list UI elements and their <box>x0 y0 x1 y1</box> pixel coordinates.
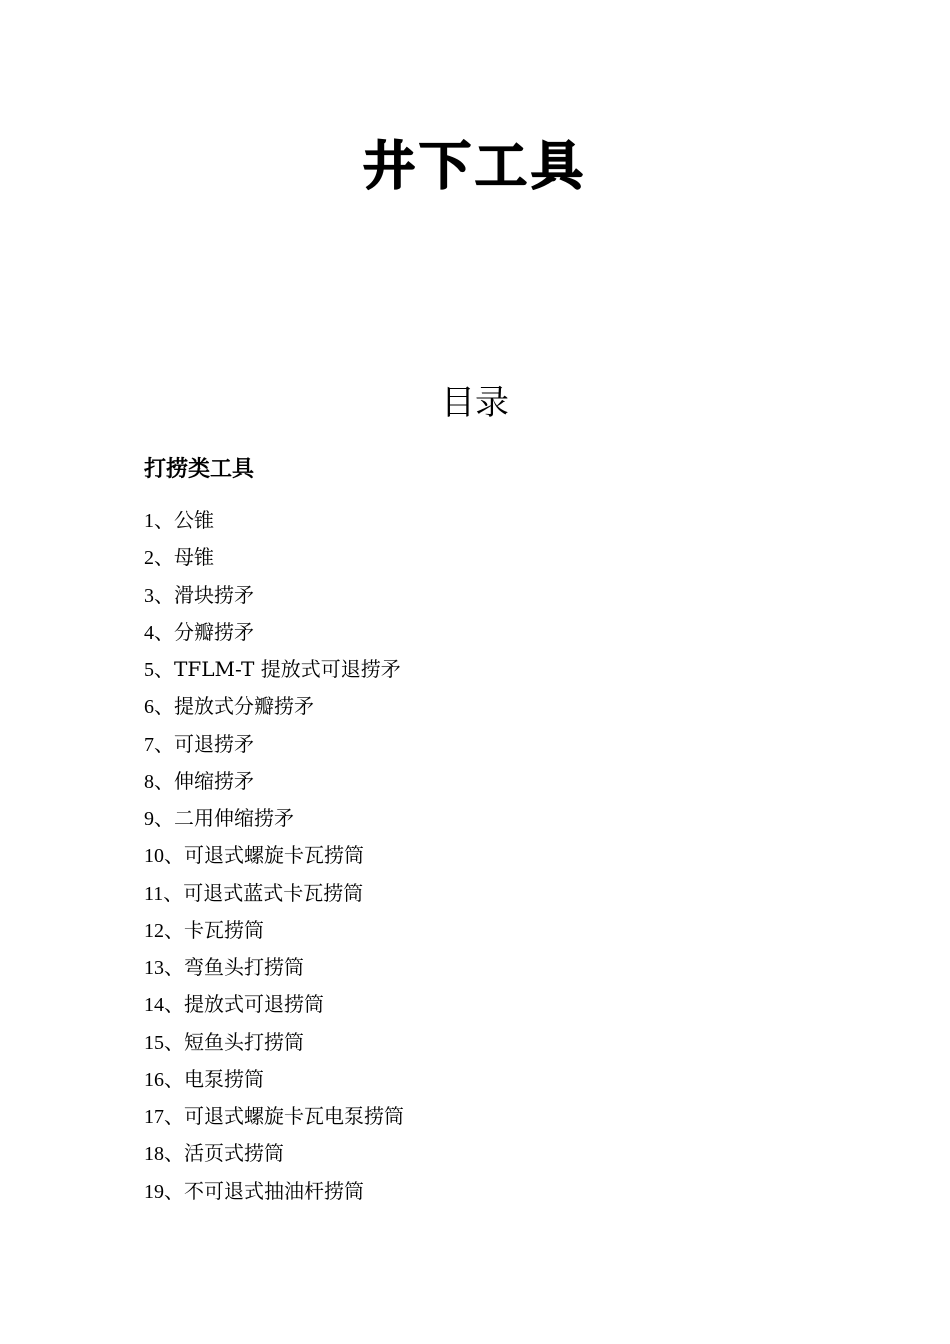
toc-item-number: 16 <box>144 1068 164 1091</box>
toc-item-number: 6 <box>144 696 154 719</box>
toc-item-number: 10 <box>144 845 164 868</box>
toc-item-number: 18 <box>144 1143 164 1166</box>
toc-item-separator: 、 <box>164 992 184 1017</box>
toc-item-separator: 、 <box>164 955 184 979</box>
toc-item-label: TFLM-T 提放式可退捞矛 <box>174 657 401 681</box>
toc-item-label: 可退式螺旋卡瓦捞筒 <box>184 843 364 868</box>
toc-item[interactable] <box>144 803 404 840</box>
toc-item-separator: 、 <box>163 880 184 905</box>
document-title: 井下工具 <box>362 137 587 197</box>
toc-item-separator: 、 <box>164 1029 184 1054</box>
toc-item-label: 可退式蓝式卡瓦捞筒 <box>183 880 364 905</box>
toc-item[interactable] <box>144 580 404 617</box>
toc-item[interactable] <box>144 1101 404 1138</box>
toc-item-label: 可退捞矛 <box>174 731 254 756</box>
toc-item-separator: 、 <box>164 843 184 868</box>
toc-item-separator: 、 <box>154 619 174 644</box>
toc-item[interactable] <box>144 1176 404 1213</box>
toc-item-separator: 、 <box>154 508 174 532</box>
toc-item[interactable] <box>144 654 404 691</box>
toc-item-number: 2 <box>144 547 154 570</box>
toc-item-label: 弯鱼头打捞筒 <box>184 955 304 979</box>
toc-item-number: 15 <box>144 1031 164 1054</box>
toc-item-label: 二用伸缩捞矛 <box>174 806 294 830</box>
toc-heading: 目录 <box>441 383 509 423</box>
toc-item-number: 5 <box>144 659 154 681</box>
toc-item-number: 11 <box>144 882 164 905</box>
toc-item[interactable] <box>144 691 404 728</box>
toc-item-separator: 、 <box>154 731 174 756</box>
toc-item-separator: 、 <box>154 657 174 681</box>
toc-item-separator: 、 <box>164 1066 184 1091</box>
toc-item-label: 活页式捞筒 <box>184 1141 284 1166</box>
toc-item-label: 滑块捞矛 <box>174 582 254 607</box>
toc-item-number: 9 <box>144 808 154 830</box>
toc-item-label: 母锥 <box>174 545 214 570</box>
toc-item-label: 伸缩捞矛 <box>174 768 254 793</box>
toc-item-number: 17 <box>144 1106 164 1128</box>
toc-item[interactable] <box>144 1064 404 1101</box>
toc-item-label: 提放式可退捞筒 <box>184 992 324 1017</box>
toc-item-label: 不可退式抽油杆捞筒 <box>184 1178 364 1203</box>
toc-item[interactable] <box>144 952 404 989</box>
toc-item[interactable] <box>144 840 404 877</box>
toc-item-number: 14 <box>144 994 164 1017</box>
toc-item-separator: 、 <box>154 582 174 607</box>
toc-item-number: 12 <box>144 919 164 942</box>
toc-item[interactable] <box>144 766 404 803</box>
toc-item-label: 提放式分瓣捞矛 <box>174 694 314 719</box>
toc-item-number: 19 <box>144 1180 164 1203</box>
toc-item-label: 可退式螺旋卡瓦电泵捞筒 <box>184 1104 404 1128</box>
toc-item-separator: 、 <box>164 1141 184 1166</box>
toc-item-number: 7 <box>144 733 154 756</box>
toc-item-number: 13 <box>144 957 164 979</box>
toc-item-separator: 、 <box>164 917 184 942</box>
toc-item-number: 1 <box>144 510 154 532</box>
toc-item-separator: 、 <box>154 545 174 570</box>
toc-item[interactable] <box>144 505 404 542</box>
toc-item[interactable] <box>144 989 404 1026</box>
toc-item[interactable] <box>144 542 404 579</box>
toc-item-separator: 、 <box>154 768 174 793</box>
toc-item[interactable] <box>144 729 404 766</box>
toc-item-label: 分瓣捞矛 <box>174 619 254 644</box>
toc-item[interactable] <box>144 1138 404 1175</box>
toc-item-separator: 、 <box>164 1178 184 1203</box>
toc-item-separator: 、 <box>154 806 174 830</box>
toc-item-number: 4 <box>144 621 154 644</box>
toc-item[interactable] <box>144 915 404 952</box>
section-heading: 打捞类工具 <box>144 457 255 482</box>
toc-item-label: 短鱼头打捞筒 <box>184 1029 304 1054</box>
toc-item[interactable] <box>144 878 404 915</box>
toc-item[interactable] <box>144 617 404 654</box>
toc-item-label: 卡瓦捞筒 <box>184 917 264 942</box>
toc-item-label: 电泵捞筒 <box>184 1066 264 1091</box>
toc-item-label: 公锥 <box>174 508 214 532</box>
toc-list <box>144 505 404 1213</box>
toc-item-separator: 、 <box>164 1104 184 1128</box>
toc-item[interactable] <box>144 1027 404 1064</box>
toc-item-number: 8 <box>144 770 154 793</box>
toc-item-number: 3 <box>144 584 154 607</box>
toc-item-separator: 、 <box>154 694 174 719</box>
